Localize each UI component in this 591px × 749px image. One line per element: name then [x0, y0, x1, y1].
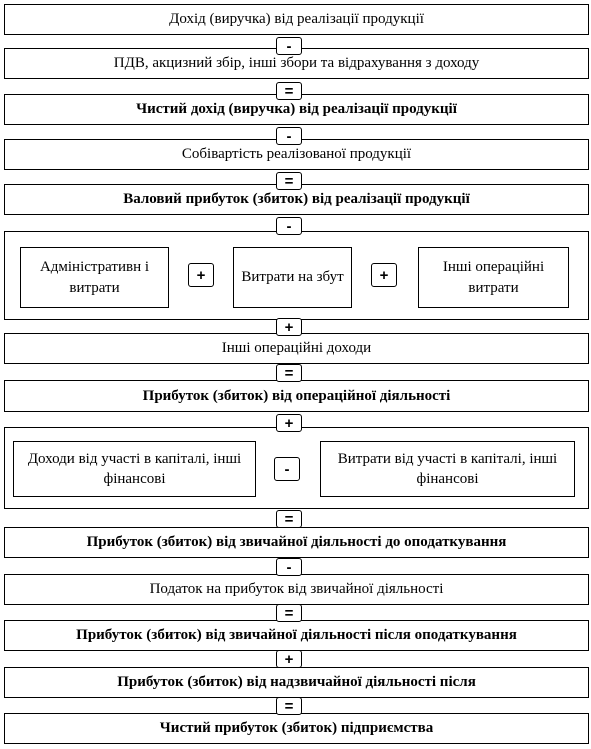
operator-minus: -: [276, 127, 302, 145]
operator-plus: +: [188, 263, 214, 287]
row-extraordinary-profit: [4, 667, 589, 698]
financial-income-box: [13, 441, 256, 497]
operator-minus: -: [276, 558, 302, 576]
operator-equals: =: [276, 697, 302, 715]
other-operating-expenses-box: [418, 247, 569, 308]
financial-expenses-label: Витрати від участі в капіталі, інші фінансові: [337, 450, 558, 487]
row-net-profit: [4, 713, 589, 744]
financial-income-label: Доходи від участі в капіталі, інші фінансові: [27, 450, 242, 487]
operator-minus: -: [276, 37, 302, 55]
row-net-revenue-label: Чистий дохід (виручка) від реалізації продукції: [136, 101, 457, 117]
operator-plus: +: [371, 263, 397, 287]
operator-equals: =: [276, 82, 302, 100]
row-operating-profit-label: Прибуток (збиток) від операційної діяльності: [142, 387, 451, 404]
row-profit-after-tax-label: Прибуток (збиток) від звичайної діяльності після оподаткування: [76, 627, 517, 643]
row-vat-deductions-label: ПДВ, акцизний збір, інші збори та відрахування з доходу: [113, 55, 480, 71]
other-operating-expenses-label: Інші операційні витрати: [442, 259, 545, 296]
row-extraordinary-profit-label: Прибуток (збиток) від надзвичайної діяльності після: [117, 674, 476, 690]
row-other-operating-income-label: Інші операційні доходи: [221, 340, 372, 356]
row-revenue-label: Дохід (виручка) від реалізації продукції: [169, 11, 424, 27]
operator-equals: =: [276, 172, 302, 190]
row-cost-of-sales-label: Собівартість реалізованої продукції: [181, 146, 412, 162]
operator-equals: =: [276, 364, 302, 382]
row-profit-before-tax: [4, 527, 589, 558]
operator-minus: -: [276, 217, 302, 235]
operator-plus: +: [276, 318, 302, 336]
row-profit-after-tax: [4, 620, 589, 651]
financial-expenses-box: [320, 441, 575, 497]
operator-plus: +: [276, 650, 302, 668]
row-net-profit-label: Чистий прибуток (збиток) підприємства: [159, 720, 434, 736]
row-other-operating-income: [4, 333, 589, 364]
admin-expenses-label: Адміністративн і витрати: [39, 259, 150, 296]
row-profit-before-tax-label: Прибуток (збиток) від звичайної діяльності до оподаткування: [86, 534, 507, 550]
operator-plus: +: [276, 414, 302, 432]
admin-expenses-box: [20, 247, 169, 308]
row-income-tax: [4, 574, 589, 605]
operator-minus: -: [274, 457, 300, 481]
sales-expenses-label: Витрати на збут: [241, 269, 344, 286]
row-revenue: [4, 4, 589, 35]
operator-equals: =: [276, 604, 302, 622]
row-gross-profit-label: Валовий прибуток (збиток) від реалізації продукції: [123, 191, 470, 207]
operator-equals: =: [276, 510, 302, 528]
row-operating-profit: [4, 380, 589, 412]
row-income-tax-label: Податок на прибуток від звичайної діяльності: [149, 581, 444, 597]
sales-expenses-box: [233, 247, 352, 308]
